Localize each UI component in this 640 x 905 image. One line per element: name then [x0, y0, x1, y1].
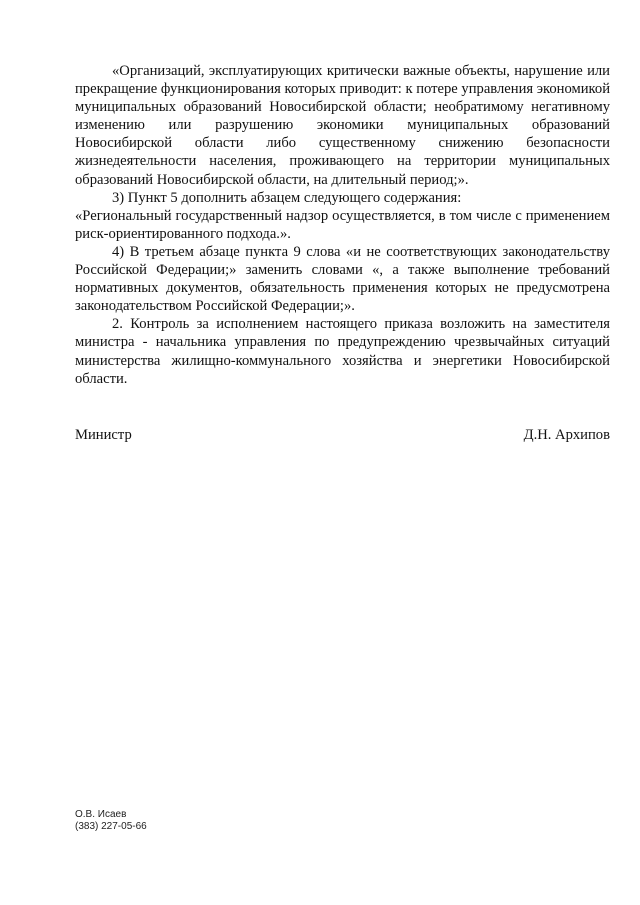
executor-footer	[75, 809, 147, 833]
paragraph-item-3: 3) Пункт 5 дополнить абзацем следующего содержания:	[112, 189, 462, 206]
paragraph-control-clause: 2. Контроль за исполнением настоящего приказа возложить на заместителя министра - начальника управления по предупреждению чрезвычайных ситуаций министерства жилищно-коммунального хозяйства и энергетики Новосибирской области.	[75, 316, 610, 387]
document-body	[75, 62, 610, 388]
paragraph-item-4: 4) В третьем абзаце пункта 9 слова «и не соответствующих законодательству Российской Федерации;» заменить словами «, а также выполнение требований нормативных документов, обязательность применения которых не предусмотрена законодательством Российской Федерации;».	[75, 243, 610, 315]
paragraph-regional-supervision: «Региональный государственный надзор осуществляется, в том числе с применением риск-ориентированного подхода.».	[75, 207, 610, 242]
executor-phone: (383) 227-05-66	[75, 821, 147, 832]
signatory-role: Министр	[75, 427, 132, 443]
signatory-name: Д.Н. Архипов	[523, 427, 610, 443]
paragraph-critical-objects: «Организаций, эксплуатирующих критически важные объекты, нарушение или прекращение функционирования которых приводит: к потере управления экономикой муниципальных образований Новосибирской области; необратимому негативному изменению или разрушению экономики муниципальных образований Новосибирской области либо существенному снижению безопасности жизнедеятельности населения, проживающего на территории муниципальных образований Новосибирской области, на длительный период;».	[75, 63, 610, 188]
executor-name: О.В. Исаев	[75, 809, 127, 820]
